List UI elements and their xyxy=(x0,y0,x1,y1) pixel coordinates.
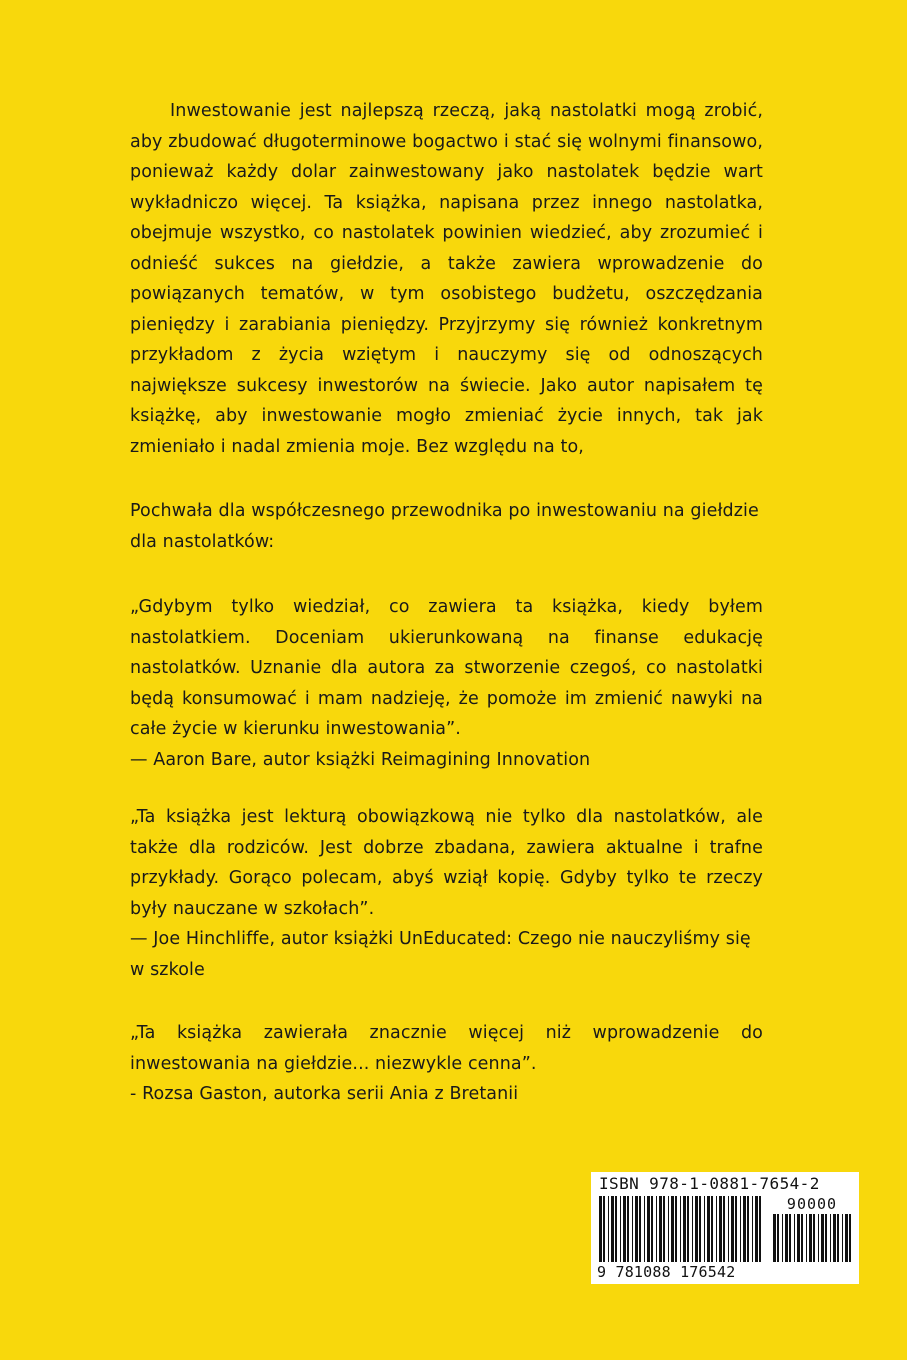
barcode-bar xyxy=(777,1214,779,1262)
barcode-bar xyxy=(837,1214,839,1262)
barcode-bar xyxy=(627,1196,629,1262)
price-addon-digits: 90000 xyxy=(786,1195,838,1213)
barcode-bar xyxy=(663,1196,665,1262)
quote-attribution: - Rozsa Gaston, autorka serii Ania z Bretanii xyxy=(130,1084,519,1104)
praise-heading: Pochwała dla współczesnego przewodnika po inwestowaniu na giełdzie dla nastolatków: xyxy=(130,501,759,552)
barcode-bar xyxy=(695,1196,698,1262)
barcode-bar xyxy=(743,1196,746,1262)
barcode-bar xyxy=(692,1196,693,1262)
barcode-bar xyxy=(635,1196,638,1262)
barcode-bar xyxy=(809,1214,812,1262)
barcode-bar xyxy=(818,1214,819,1262)
barcode-bar xyxy=(797,1214,800,1262)
barcode-bar xyxy=(644,1196,645,1262)
quote-text: „Gdybym tylko wiedział, co zawiera ta książka, kiedy byłem nastolatkiem. Doceniam ukierunkowaną na finanse edukację nastolatków. Uznanie dla autora za stworzenie czegoś, co nastolatki będą konsumować i mam nadzieję, że pomoże im zmienić nawyki na całe życie w kierunku inwestowania”. xyxy=(130,597,763,739)
barcode-bar xyxy=(845,1214,848,1262)
barcode-bar xyxy=(782,1214,783,1262)
barcode-bar xyxy=(806,1214,807,1262)
barcode-bar xyxy=(794,1214,795,1262)
barcode-bar xyxy=(603,1196,605,1262)
barcode-bar xyxy=(801,1214,803,1262)
barcode-bar xyxy=(785,1214,788,1262)
barcode-bar xyxy=(699,1196,701,1262)
barcode-bar xyxy=(656,1196,657,1262)
barcode-bar xyxy=(711,1196,713,1262)
barcode-bar xyxy=(659,1196,662,1262)
barcode-bar xyxy=(608,1196,609,1262)
isbn-barcode xyxy=(591,1172,859,1284)
barcode-bar xyxy=(704,1196,705,1262)
book-description: Inwestowanie jest najlepszą rzeczą, jaką nastolatki mogą zrobić, aby zbudować długoterminowe bogactwo i stać się wolnymi finansowo, ponieważ każdy dolar zainwestowany jako nastolatek będzie wart wykładniczo więcej. Ta książka, napisana przez innego nastolatka, obejmuje wszystko, co nastolatek powinien wiedzieć, aby zrozumieć i odnieść sukces na giełdzie, a także zawiera wprowadzenie do powiązanych tematów, w tym osobistego budżetu, oszczędzania pieniędzy i zarabiania pieniędzy. Przyjrzymy się również konkretnym przykładom z życia wziętym i nauczymy się od odnoszących największe sukcesy inwestorów na świecie. Jako autor napisałem tę książkę, aby inwestowanie mogło zmieniać życie innych, tak jak zmieniało i nadal zmienia moje. Bez względu na to, xyxy=(130,101,763,457)
barcode-bar xyxy=(752,1196,753,1262)
barcode-bar xyxy=(789,1214,791,1262)
barcode-bar xyxy=(632,1196,633,1262)
barcode-bar xyxy=(731,1196,734,1262)
barcode-bar xyxy=(755,1196,758,1262)
barcode-bar xyxy=(735,1196,737,1262)
review-quote-2 xyxy=(130,802,763,985)
barcode-bar xyxy=(759,1196,761,1262)
barcode-bar xyxy=(716,1196,717,1262)
barcode-bar xyxy=(849,1214,851,1262)
barcode-bar xyxy=(747,1196,749,1262)
addon-barcode-bars xyxy=(773,1214,851,1262)
barcode-bar xyxy=(639,1196,641,1262)
barcode-bar xyxy=(719,1196,722,1262)
barcode-bar xyxy=(813,1214,815,1262)
barcode-bar xyxy=(723,1196,725,1262)
barcode-bar xyxy=(728,1196,729,1262)
barcode-bar xyxy=(647,1196,650,1262)
review-quote-1 xyxy=(130,592,763,775)
quote-attribution: — Aaron Bare, autor książki Reimagining Innovation xyxy=(130,749,591,770)
barcode-bar xyxy=(830,1214,831,1262)
barcode-bar xyxy=(599,1196,602,1262)
barcode-bar xyxy=(668,1196,669,1262)
barcode-bar xyxy=(687,1196,689,1262)
barcode-bar xyxy=(833,1214,836,1262)
quote-text: „Ta książka jest lekturą obowiązkową nie tylko dla nastolatków, ale także dla rodziców. Jest dobrze zbadana, zawiera aktualne i trafne przykłady. Gorąco polecam, abyś wziął kopię. Gdyby tylko te rzeczy były nauczane w szkołach”. xyxy=(130,807,763,919)
quote-text: „Ta książka zawierała znacznie więcej niż wprowadzenie do inwestowania na giełdzie... niezwykle cenna”. xyxy=(130,1023,763,1074)
barcode-bar xyxy=(623,1196,626,1262)
barcode-bar xyxy=(611,1196,614,1262)
barcode-bar xyxy=(683,1196,686,1262)
barcode-bar xyxy=(671,1196,674,1262)
barcode-bar xyxy=(773,1214,776,1262)
ean-digits: 9 781088 176542 xyxy=(597,1263,736,1281)
barcode-bar xyxy=(675,1196,677,1262)
barcode-bar xyxy=(620,1196,621,1262)
ean-barcode-bars xyxy=(599,1196,765,1262)
barcode-bar xyxy=(821,1214,824,1262)
barcode-bar xyxy=(680,1196,681,1262)
barcode-bar xyxy=(615,1196,617,1262)
quote-attribution: — Joe Hinchliffe, autor książki UnEducated: Czego nie nauczyliśmy się w szkole xyxy=(130,929,751,980)
isbn-number: ISBN 978-1-0881-7654-2 xyxy=(599,1174,820,1193)
review-quote-3 xyxy=(130,1018,763,1110)
barcode-bar xyxy=(707,1196,710,1262)
barcode-bar xyxy=(651,1196,653,1262)
barcode-bar xyxy=(825,1214,827,1262)
barcode-bar xyxy=(740,1196,741,1262)
barcode-bar xyxy=(842,1214,843,1262)
